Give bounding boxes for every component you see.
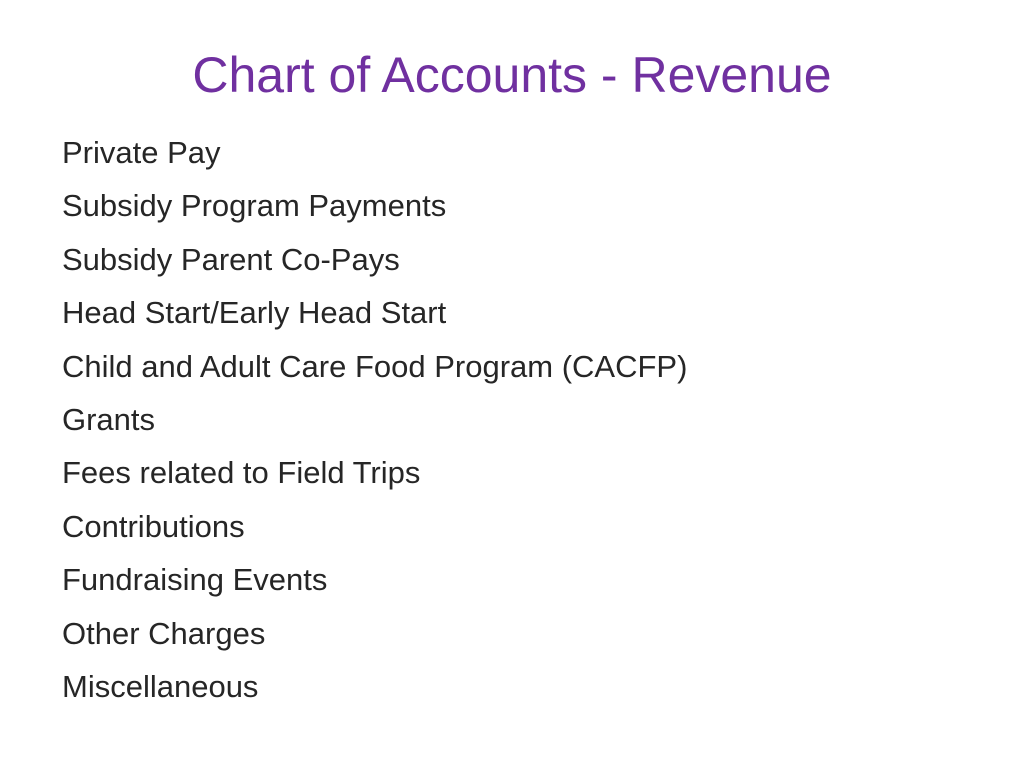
list-item: Miscellaneous: [62, 669, 259, 705]
list-item: Other Charges: [62, 615, 266, 651]
list-item: Child and Adult Care Food Program (CACFP): [62, 348, 688, 384]
list-item: Head Start/Early Head Start: [62, 295, 447, 331]
revenue-account-list: [62, 126, 687, 713]
list-item: Subsidy Program Payments: [62, 188, 447, 224]
list-item: Subsidy Parent Co-Pays: [62, 241, 400, 277]
list-item: Private Pay: [62, 135, 221, 170]
list-item: Fundraising Events: [62, 562, 328, 598]
list-item: Grants: [62, 402, 156, 438]
list-item: Fees related to Field Trips: [62, 455, 421, 491]
slide-title: Chart of Accounts - Revenue: [192, 47, 832, 103]
list-item: Contributions: [62, 508, 245, 544]
